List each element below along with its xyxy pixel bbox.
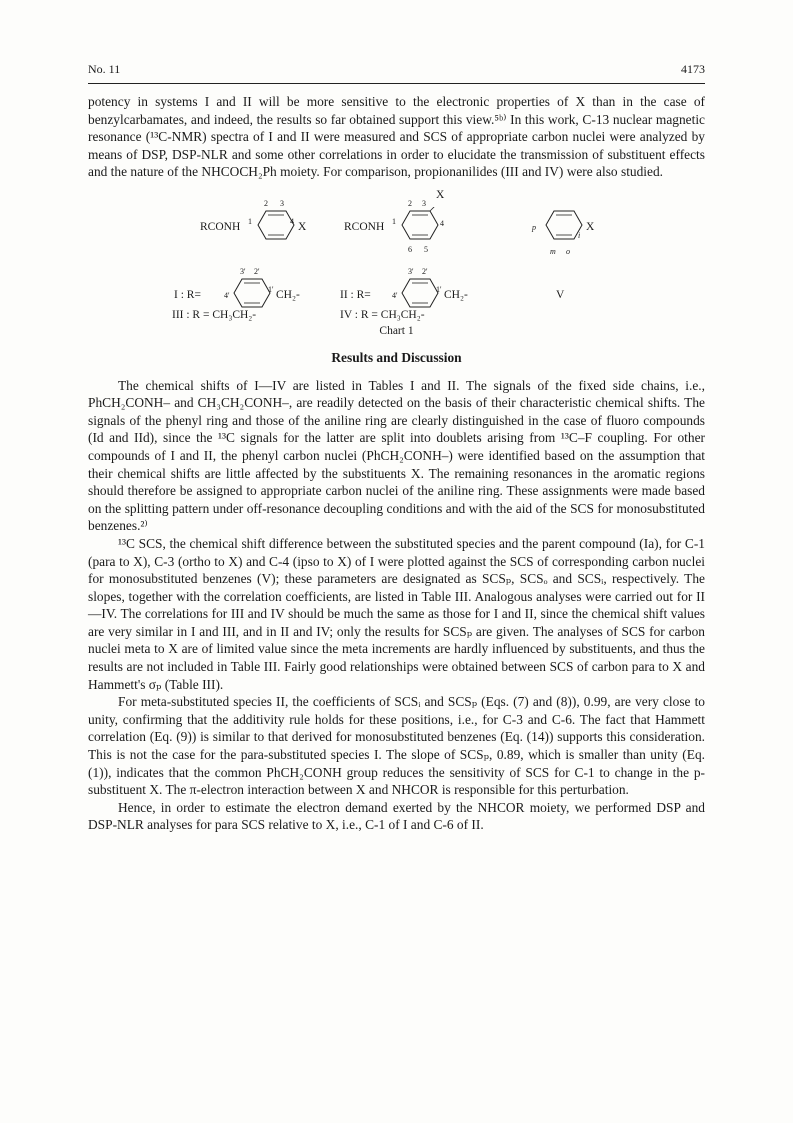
locant: 3 — [280, 198, 284, 208]
locant: 2 — [264, 198, 268, 208]
struct-b-suffix: X — [436, 188, 445, 201]
row-v-label: V — [556, 288, 565, 301]
chart-1 — [88, 187, 705, 335]
locant: 2' — [254, 266, 260, 276]
locant: 3 — [422, 198, 426, 208]
locant: 4 — [290, 216, 294, 226]
locant: i — [578, 230, 581, 240]
row-i-suffix: CH₂- — [276, 288, 300, 301]
struct-a-prefix: RCONH — [200, 220, 241, 233]
running-header — [88, 62, 705, 84]
locant: 2' — [422, 266, 428, 276]
locant: 4 — [440, 218, 444, 228]
locant: p — [532, 222, 536, 232]
paragraph: The chemical shifts of I—IV are listed in Tables I and II. The signals of the fixed side chains, i.e., PhCH₂CONH– and CH₃CH₂CONH–, are readily detected on the basis of their characteristic chemical shifts. The signals of the phenyl ring and those of the aniline ring are clearly distinguished in the case of fluoro compounds (Id and IId), since the ¹³C signals for the latter are split into doublets arising from ¹³C–F coupling. For other compounds of I and II, the phenyl carbon nuclei (PhCH₂CONH–) were identified based on the assumption that their chemical shifts are little affected by the substituents X. The remaining resonances in the aromatic regions should therefore be assigned to appropriate carbon nuclei of the aniline ring. These assignments were made based on the splitting pattern under off-resonance decoupling conditions and with the aid of the SCS for monosubstituted benzenes.²⁾ — [88, 377, 705, 534]
locant: 1' — [436, 284, 442, 294]
locant: 6 — [408, 244, 412, 254]
section-title: Results and Discussion — [331, 349, 462, 365]
locant: o — [566, 246, 570, 256]
row-ii-suffix: CH₂- — [444, 288, 468, 301]
row-ii-label: II : R= — [340, 288, 371, 301]
benzene-ring-icon — [400, 207, 440, 243]
intro-paragraph: potency in systems I and II will be more sensitive to the electronic properties of X than in the case of benzylcarbamates, and indeed, the results so far obtained support this view.⁵ᵇ⁾ In this work, C-13 nuclear magnetic resonance (¹³C-NMR) spectra of I and II were measured and SCS of appropriate carbon nuclei were analyzed by means of DSP, DSP-NLR and some other correlations in order to elucidate the transmission of substituent effects and the nature of the NHCOCH₂Ph moiety. For comparison, propionanilides (III and IV) were also studied. — [88, 94, 705, 180]
page-body — [88, 93, 705, 834]
locant: 3' — [408, 266, 414, 276]
row-iii-label: III : R = CH₃CH₂- — [172, 308, 257, 321]
paragraph: Hence, in order to estimate the electron demand exerted by the NHCOR moiety, we performed DSP and DSP-NLR analyses for para SCS relative to X, i.e., C-1 of I and C-6 of II. — [88, 799, 705, 833]
row-iv-label: IV : R = CH₃CH₂- — [340, 308, 425, 321]
struct-a-suffix: X — [298, 220, 307, 233]
row-i-label: I : R= — [174, 288, 201, 301]
journal-number: No. 11 — [88, 62, 121, 76]
locant: 4' — [224, 290, 230, 300]
chart-caption: Chart 1 — [379, 324, 414, 337]
benzene-ring-icon — [400, 275, 440, 311]
locant: 5 — [424, 244, 428, 254]
struct-b-prefix: RCONH — [344, 220, 385, 233]
page-number: 4173 — [681, 62, 705, 76]
paragraph: ¹³C SCS, the chemical shift difference between the substituted species and the parent compound (Ia), for C-1 (para to X), C-3 (ortho to X) and C-4 (ipso to X) of I were plotted against the SCS of corresponding carbon nuclei for monosubstituted benzenes (V); these parameters are designated as SCSₚ, SCSₒ and SCSᵢ, respectively. The slopes, together with the correlation coefficients, are listed in Table III. Analogous analyses were carried out for II—IV. The correlations for III and IV should be much the same as those for I and II, since the chemical shift values are very similar in I and III, and in II and IV; only the results for SCSₚ are given. The analyses of SCS for carbon nuclei meta to X are of limited value since the meta increments are hardly influenced by substituents, and thus the results are not included in Table III. Fairly good relationships were obtained between SCS of carbon para to X and Hammett's σₚ (Table III). — [88, 535, 705, 692]
locant: 2 — [408, 198, 412, 208]
paragraph: For meta-substituted species II, the coefficients of SCSᵢ and SCSₚ (Eqs. (7) and (8)), 0.99, are very close to unity, confirming that the additivity rule holds for these positions, i.e., for C-3 and C-6. The fact that Hammett correlation (Eq. (9)) is similar to that derived for monosubstituted benzenes (Eq. (14)) supports this consideration. This is not the case for the para-substituted species I. The slope of SCSₚ, 0.89, which is smaller than unity (Eq. (1)), indicates that the common PhCH₂CONH group reduces the sensitivity of SCS for C-1 to change in the p-substituent X. The π-electron interaction between X and NHCOR is responsible for this perturbation. — [88, 694, 705, 798]
locant: 1' — [268, 284, 274, 294]
locant: m — [550, 246, 556, 256]
struct-c-suffix: X — [586, 220, 595, 233]
locant: 1 — [392, 216, 396, 226]
locant: 3' — [240, 266, 246, 276]
locant: 1 — [248, 216, 252, 226]
locant: 4' — [392, 290, 398, 300]
benzene-ring-icon — [232, 275, 272, 311]
